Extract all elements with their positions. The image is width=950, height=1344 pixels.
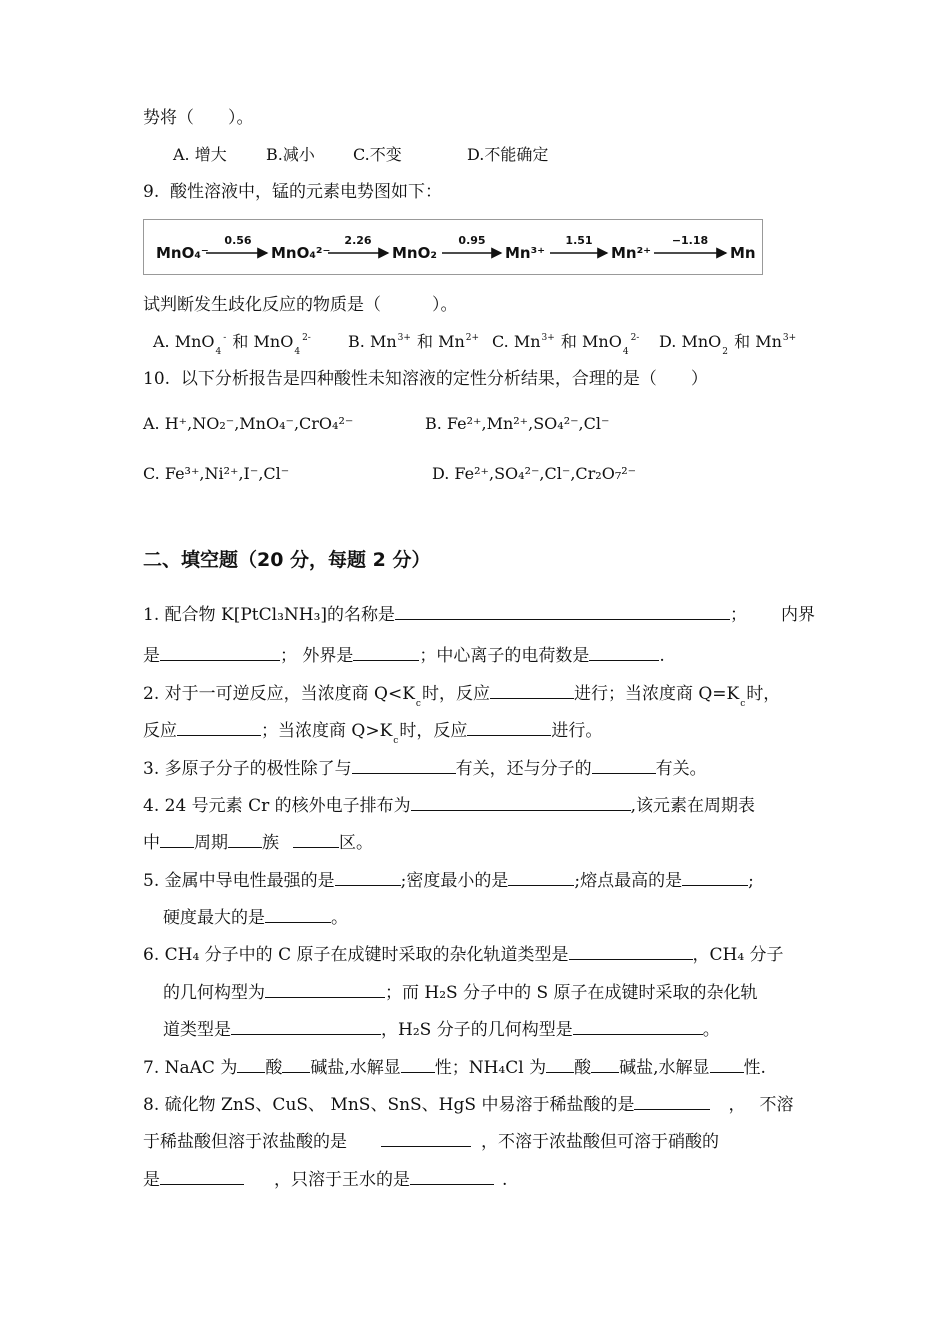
fill-q2-blank-2[interactable] [177,717,261,736]
fill-q4-blank-block[interactable] [293,829,339,848]
q9-option-a: A. MnO$_4$- 和 MnO$_4^{2-}$ [153,332,311,357]
q8-stem-tail: 势将（ ）。 [143,108,254,128]
fill-q6-line3: 道类型是 ，H₂S 分子的几何构型是 。 [163,1016,720,1041]
species-mno4-minus: MnO₄⁻ [156,244,209,262]
fill-q1-blank-inner[interactable] [160,642,280,661]
potential-diagram-svg [144,220,762,274]
potential-4: 1.51 [565,234,593,247]
q8-option-a: A. 增大 [173,145,227,164]
q9-stem-text: 酸性溶液中，锰的元素电势图如下： [170,182,443,202]
fill-q8-blank-aquaregia[interactable] [410,1166,494,1185]
fill-q6-blank-h2s-geometry[interactable] [573,1016,703,1035]
fill-q8-line2: 于稀盐酸但溶于浓盐酸的是 ，不溶于浓盐酸但可溶于硝酸的 [143,1128,719,1153]
fill-q1-line1: 1. 配合物 K[PtCl₃NH₃]的名称是 ； 内界 [143,601,815,626]
fill-q7-blank-3[interactable] [401,1054,435,1073]
species-mno2: MnO₂ [392,244,437,262]
fill-q8-line1: 8. 硫化物 ZnS、CuS、 MnS、SnS、HgS 中易溶于稀盐酸的是 ， 不溶 [143,1091,793,1116]
q10-option-a: A. H⁺,NO₂⁻,MnO₄⁻,CrO₄²⁻ [143,414,354,433]
fill-q7-blank-6[interactable] [710,1054,744,1073]
fill-q5-line1: 5. 金属中导电性最强的是 ;密度最小的是 ;熔点最高的是 ; [143,867,754,892]
fill-q7: 7. NaAC 为 酸 碱盐,水解显 性；NH₄Cl 为 酸 碱盐,水解显 性. [143,1054,766,1079]
fill-q2-blank-1[interactable] [490,680,574,699]
q8-option-d: D.不能确定 [467,145,549,164]
species-mno4-2minus: MnO₄²⁻ [271,244,331,262]
fill-q6-blank-ch4-hybrid[interactable] [569,941,693,960]
q10-option-d: D. Fe²⁺,SO₄²⁻,Cl⁻,Cr₂O₇²⁻ [432,464,637,483]
fill-q4-line2: 中 周期 族 区。 [143,829,373,854]
potential-2: 2.26 [344,234,372,247]
fill-q5-blank-melting[interactable] [682,867,748,886]
potential-3: 0.95 [458,234,486,247]
fill-q6-line1: 6. CH₄ 分子中的 C 原子在成键时采取的杂化轨道类型是 ，CH₄ 分子 [143,941,784,966]
fill-q7-blank-5[interactable] [591,1054,619,1073]
q10-option-b: B. Fe²⁺,Mn²⁺,SO₄²⁻,Cl⁻ [425,414,610,433]
q9-question: 试判断发生歧化反应的物质是（ ）。 [143,295,458,315]
fill-q1-blank-outer[interactable] [353,642,419,661]
fill-q5-line2: 硬度最大的是 。 [163,904,348,929]
manganese-potential-diagram [143,219,763,275]
fill-q3-blank-1[interactable] [352,755,456,774]
fill-q4-blank-period[interactable] [160,829,194,848]
fill-q1-line2: 是 ； 外界是 ；中心离子的电荷数是 . [143,642,665,667]
fill-q8-blank-conc[interactable] [381,1128,471,1147]
fill-q7-blank-4[interactable] [546,1054,574,1073]
fill-q2-line1: 2. 对于一可逆反应，当浓度商 $Q<K_c$时，反应 进行；当浓度商 $Q=K_c$时， [143,680,780,708]
fill-q6-blank-ch4-geometry[interactable] [265,979,385,998]
fill-q5-blank-conductivity[interactable] [335,867,401,886]
q8-option-c: C.不变 [353,145,402,164]
q9-stem [143,181,442,203]
q9-option-c: C. $Mn^{3+}$ 和 MnO$_4^{2-}$ [492,332,640,357]
q10-stem-text: 以下分析报告是四种酸性未知溶液的定性分析结果，合理的是（ ） [180,369,708,389]
fill-q1-blank-charge[interactable] [589,642,659,661]
fill-q1-blank-name[interactable] [395,601,730,620]
q8-option-b: B.减小 [266,145,315,164]
fill-q7-blank-1[interactable] [237,1054,265,1073]
fill-q6-blank-h2s-hybrid[interactable] [231,1016,381,1035]
q9-number: 9. [143,182,160,202]
species-mn2plus: Mn²⁺ [611,244,652,262]
fill-q8-blank-dilute[interactable] [634,1091,710,1110]
fill-q4-blank-group[interactable] [228,829,262,848]
section-2-heading: 二、填空题（20 分，每题 2 分） [143,549,431,571]
fill-q2-line2: 反应 ；当浓度商 $Q>K_c$时，反应 进行。 [143,717,602,745]
fill-q4-line1: 4. 24 号元素 Cr 的核外电子排布为 ,该元素在周期表 [143,792,755,817]
q10-option-c: C. Fe³⁺,Ni²⁺,I⁻,Cl⁻ [143,464,290,483]
q10-number: 10. [143,369,171,389]
species-mn3plus: Mn³⁺ [505,244,546,262]
fill-q6-line2: 的几何构型为 ；而 H₂S 分子中的 S 原子在成键时采取的杂化轨 [163,979,758,1004]
q10-stem [143,368,708,390]
fill-q3: 3. 多原子分子的极性除了与 有关，还与分子的 有关。 [143,755,707,780]
species-mn: Mn [730,244,756,262]
fill-q4-blank-config[interactable] [411,792,631,811]
fill-q5-blank-hardness[interactable] [265,904,331,923]
potential-1: 0.56 [224,234,252,247]
q9-option-b: B. $Mn^{3+}$ 和 $Mn^{2+}$ [348,332,480,351]
fill-q5-blank-density[interactable] [508,867,574,886]
fill-q8-line3: 是 ，只溶于王水的是 . [143,1166,507,1191]
fill-q2-blank-3[interactable] [467,717,551,736]
q9-option-d: D. MnO$_2$ 和 $Mn^{3+}$ [659,332,797,357]
fill-q8-blank-nitric[interactable] [160,1166,244,1185]
fill-q3-blank-2[interactable] [592,755,656,774]
potential-5: −1.18 [671,234,709,247]
fill-q7-blank-2[interactable] [282,1054,310,1073]
